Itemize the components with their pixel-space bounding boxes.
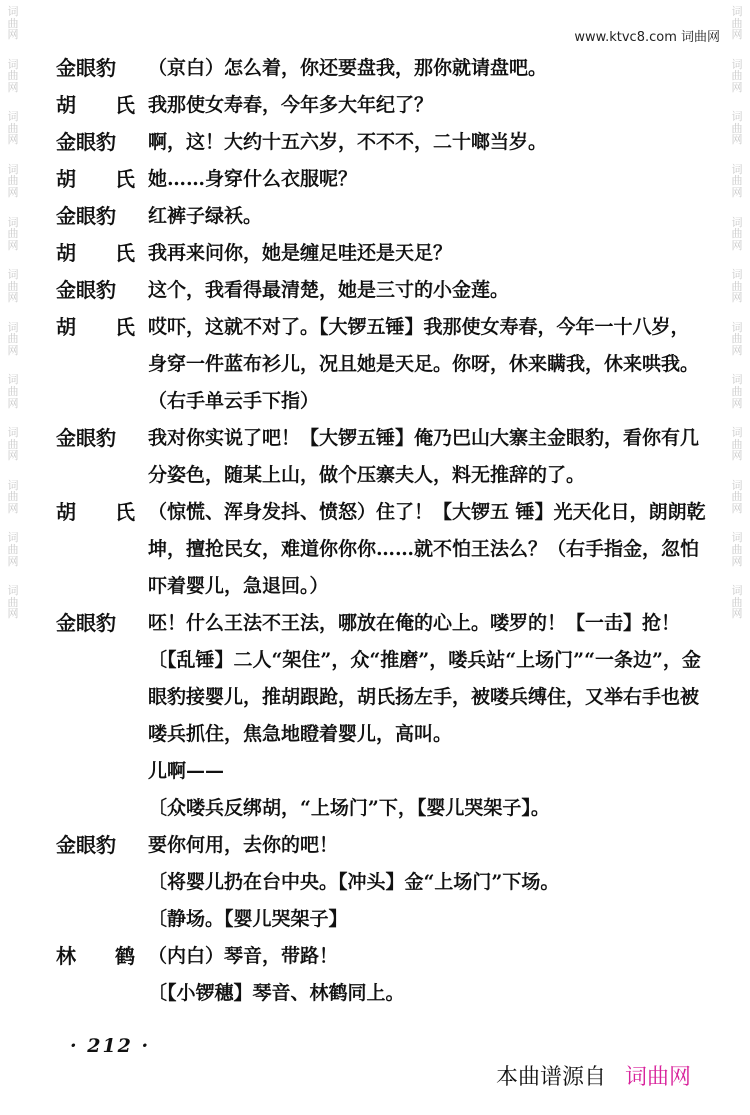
watermark-mark (732, 6, 743, 41)
dialogue-text: 我那使女寿春，今年多大年纪了？ (148, 94, 434, 116)
dialogue-line (56, 901, 706, 938)
watermark-char: 曲 (7, 595, 19, 609)
watermark-char: 词 (731, 268, 743, 282)
watermark-mark (8, 217, 19, 252)
dialogue-text: 这个，我看得最清楚，她是三寸的小金莲。 (148, 279, 510, 301)
watermark-char: 网 (731, 28, 743, 42)
dialogue-text: 我对你实说了吧！【大锣五锤】俺乃巴山大寨主金眼豹，看你有几分姿色，随某上山，做个压寨夫人，料无推辞的了。 (148, 427, 700, 486)
watermark-char: 曲 (731, 174, 743, 188)
watermark-char: 网 (731, 186, 743, 200)
watermark-char: 词 (7, 110, 19, 124)
watermark-mark (8, 322, 19, 357)
watermark-char: 网 (7, 343, 19, 357)
watermark-char: 网 (731, 607, 743, 621)
watermark-char: 网 (731, 238, 743, 252)
watermark-mark (732, 164, 743, 199)
watermark-mark (8, 59, 19, 94)
speaker-name: 胡 氏 (56, 167, 151, 191)
watermark-char: 曲 (7, 490, 19, 504)
watermark-mark (732, 532, 743, 567)
watermark-char: 词 (731, 426, 743, 440)
watermark-char: 词 (7, 162, 19, 176)
watermark-char: 词 (7, 57, 19, 71)
watermark-mark (8, 6, 19, 41)
watermark-char: 网 (7, 238, 19, 252)
speaker-name: 胡 氏 (56, 93, 151, 117)
watermark-char: 网 (7, 501, 19, 515)
watermark-char: 词 (731, 373, 743, 387)
dialogue-text: 我再来问你，她是缠足哇还是天足？ (148, 242, 453, 264)
watermark-char: 曲 (7, 385, 19, 399)
watermark-char: 网 (7, 186, 19, 200)
watermark-char: 曲 (7, 332, 19, 346)
watermark-mark (8, 427, 19, 462)
watermark-mark (8, 164, 19, 199)
watermark-char: 词 (731, 320, 743, 334)
dialogue-line (56, 420, 706, 494)
dialogue-line (56, 605, 706, 753)
watermark-char: 网 (7, 396, 19, 410)
watermark-char: 曲 (731, 121, 743, 135)
dialogue-line (56, 124, 706, 161)
dialogue-line (56, 790, 706, 827)
watermark-char: 网 (7, 554, 19, 568)
watermark-mark (732, 111, 743, 146)
source-credit (496, 1060, 691, 1091)
stage-direction: 〔【小锣穗】琴音、林鹤同上。 (148, 982, 405, 1004)
watermark-char: 词 (7, 215, 19, 229)
watermark-char: 网 (731, 133, 743, 147)
watermark-right (726, 0, 748, 1115)
watermark-char: 词 (731, 215, 743, 229)
watermark-char: 曲 (7, 174, 19, 188)
watermark-char: 词 (7, 478, 19, 492)
watermark-char: 网 (7, 28, 19, 42)
dialogue-text: （内白）琴音，带路！ (148, 945, 339, 967)
watermark-mark (8, 111, 19, 146)
dialogue-text: （惊慌、浑身发抖、愤怒）住了！【大锣五 锤】光天化日，朗朗乾坤，擅抢民女，难道你你你……就不怕王法么？（右手指金，忽怕吓着婴儿，急退回。） (148, 501, 706, 597)
dialogue-line (56, 753, 706, 790)
watermark-char: 网 (731, 80, 743, 94)
watermark-char: 曲 (7, 121, 19, 135)
watermark-char: 词 (731, 531, 743, 545)
dialogue-text: 红裤子绿袄。 (148, 205, 263, 227)
watermark-char: 词 (731, 110, 743, 124)
watermark-char: 词 (7, 531, 19, 545)
watermark-char: 词 (731, 57, 743, 71)
watermark-char: 词 (7, 320, 19, 334)
watermark-char: 曲 (731, 332, 743, 346)
stage-direction: 儿啊—— (148, 760, 225, 782)
dialogue-line (56, 50, 706, 87)
dialogue-text: 要你何用，去你的吧！ (148, 834, 339, 856)
dialogue-line (56, 938, 706, 975)
dialogue-text: （京白）怎么着，你还要盘我，那你就请盘吧。 (148, 57, 548, 79)
watermark-char: 曲 (731, 542, 743, 556)
watermark-char: 曲 (731, 69, 743, 83)
speaker-name: 胡 氏 (56, 500, 151, 524)
watermark-mark (732, 59, 743, 94)
speaker-name: 胡 氏 (56, 241, 151, 265)
watermark-char: 网 (731, 554, 743, 568)
speaker-name: 金眼豹 (56, 278, 116, 302)
speaker-name: 金眼豹 (56, 426, 116, 450)
source-site: 词曲网 (625, 1065, 692, 1090)
dialogue-line (56, 87, 706, 124)
script-body (56, 50, 706, 1012)
watermark-char: 曲 (731, 227, 743, 241)
watermark-char: 词 (731, 162, 743, 176)
dialogue-text: 她……身穿什么衣服呢？ (148, 168, 358, 190)
watermark-mark (732, 585, 743, 620)
dialogue-line (56, 309, 706, 420)
speaker-name: 金眼豹 (56, 204, 116, 228)
speaker-name: 金眼豹 (56, 130, 116, 154)
watermark-char: 词 (7, 373, 19, 387)
speaker-name: 金眼豹 (56, 833, 116, 857)
stage-direction: 〔静场。【婴儿哭架子】 (148, 908, 348, 930)
dialogue-line (56, 235, 706, 272)
speaker-name: 金眼豹 (56, 56, 116, 80)
speaker-name: 金眼豹 (56, 611, 116, 635)
watermark-char: 网 (7, 291, 19, 305)
watermark-mark (732, 217, 743, 252)
stage-direction: 〔将婴儿扔在台中央。【冲头】金“上场门”下场。 (148, 871, 560, 893)
watermark-mark (8, 480, 19, 515)
site-url: www.ktvc8.com 词曲网 (574, 30, 720, 45)
watermark-char: 曲 (731, 595, 743, 609)
watermark-char: 曲 (7, 437, 19, 451)
watermark-char: 网 (731, 501, 743, 515)
watermark-char: 网 (731, 449, 743, 463)
dialogue-line (56, 827, 706, 864)
watermark-char: 词 (731, 584, 743, 598)
watermark-char: 曲 (7, 542, 19, 556)
page-number: · 212 · (70, 1035, 151, 1057)
watermark-mark (8, 374, 19, 409)
watermark-mark (8, 585, 19, 620)
watermark-char: 曲 (731, 279, 743, 293)
dialogue-text: 哎吓，这就不对了。【大锣五锤】我那使女寿春，今年一十八岁，身穿一件蓝布衫儿，况且她是天足。你呀，休来瞒我，休来哄我。（右手单云手下指） (148, 316, 700, 412)
watermark-char: 网 (7, 80, 19, 94)
dialogue-line (56, 494, 706, 605)
source-label: 本曲谱源自 (496, 1065, 607, 1090)
speaker-name: 胡 氏 (56, 315, 151, 339)
watermark-mark (8, 532, 19, 567)
dialogue-text: 啊，这！大约十五六岁，不不不，二十啷当岁。 (148, 131, 548, 153)
watermark-char: 曲 (731, 16, 743, 30)
speaker-name: 林 鹤 (56, 944, 151, 968)
stage-direction: 〔众喽兵反绑胡，“上场门”下，【婴儿哭架子】。 (148, 797, 550, 819)
watermark-char: 曲 (731, 490, 743, 504)
dialogue-line (56, 161, 706, 198)
watermark-char: 曲 (7, 16, 19, 30)
watermark-char: 网 (7, 607, 19, 621)
watermark-char: 词 (7, 584, 19, 598)
watermark-char: 词 (7, 268, 19, 282)
watermark-char: 曲 (731, 385, 743, 399)
dialogue-line (56, 975, 706, 1012)
watermark-char: 词 (731, 5, 743, 18)
dialogue-text: 呸！什么王法不王法，哪放在俺的心上。喽罗的！【一击】抢！〔【乱锤】二人“架住”，众“推磨”，喽兵站“上场门”“一条边”，金眼豹接婴儿，推胡跟跄，胡氏扬左手，被喽兵缚住，又举右手也被喽兵抓住，焦急地瞪着婴儿，高叫。 (148, 612, 701, 745)
watermark-mark (732, 269, 743, 304)
watermark-char: 曲 (731, 437, 743, 451)
watermark-mark (732, 322, 743, 357)
watermark-char: 曲 (7, 279, 19, 293)
watermark-left (2, 0, 24, 1115)
dialogue-line (56, 864, 706, 901)
watermark-char: 曲 (7, 227, 19, 241)
watermark-char: 网 (7, 133, 19, 147)
dialogue-line (56, 198, 706, 235)
watermark-char: 网 (7, 449, 19, 463)
watermark-char: 词 (7, 426, 19, 440)
dialogue-line (56, 272, 706, 309)
watermark-char: 词 (7, 5, 19, 18)
watermark-char: 网 (731, 396, 743, 410)
watermark-char: 词 (731, 478, 743, 492)
watermark-char: 网 (731, 291, 743, 305)
watermark-mark (732, 480, 743, 515)
watermark-mark (8, 269, 19, 304)
watermark-char: 网 (731, 343, 743, 357)
watermark-mark (732, 427, 743, 462)
watermark-char: 曲 (7, 69, 19, 83)
watermark-mark (732, 374, 743, 409)
